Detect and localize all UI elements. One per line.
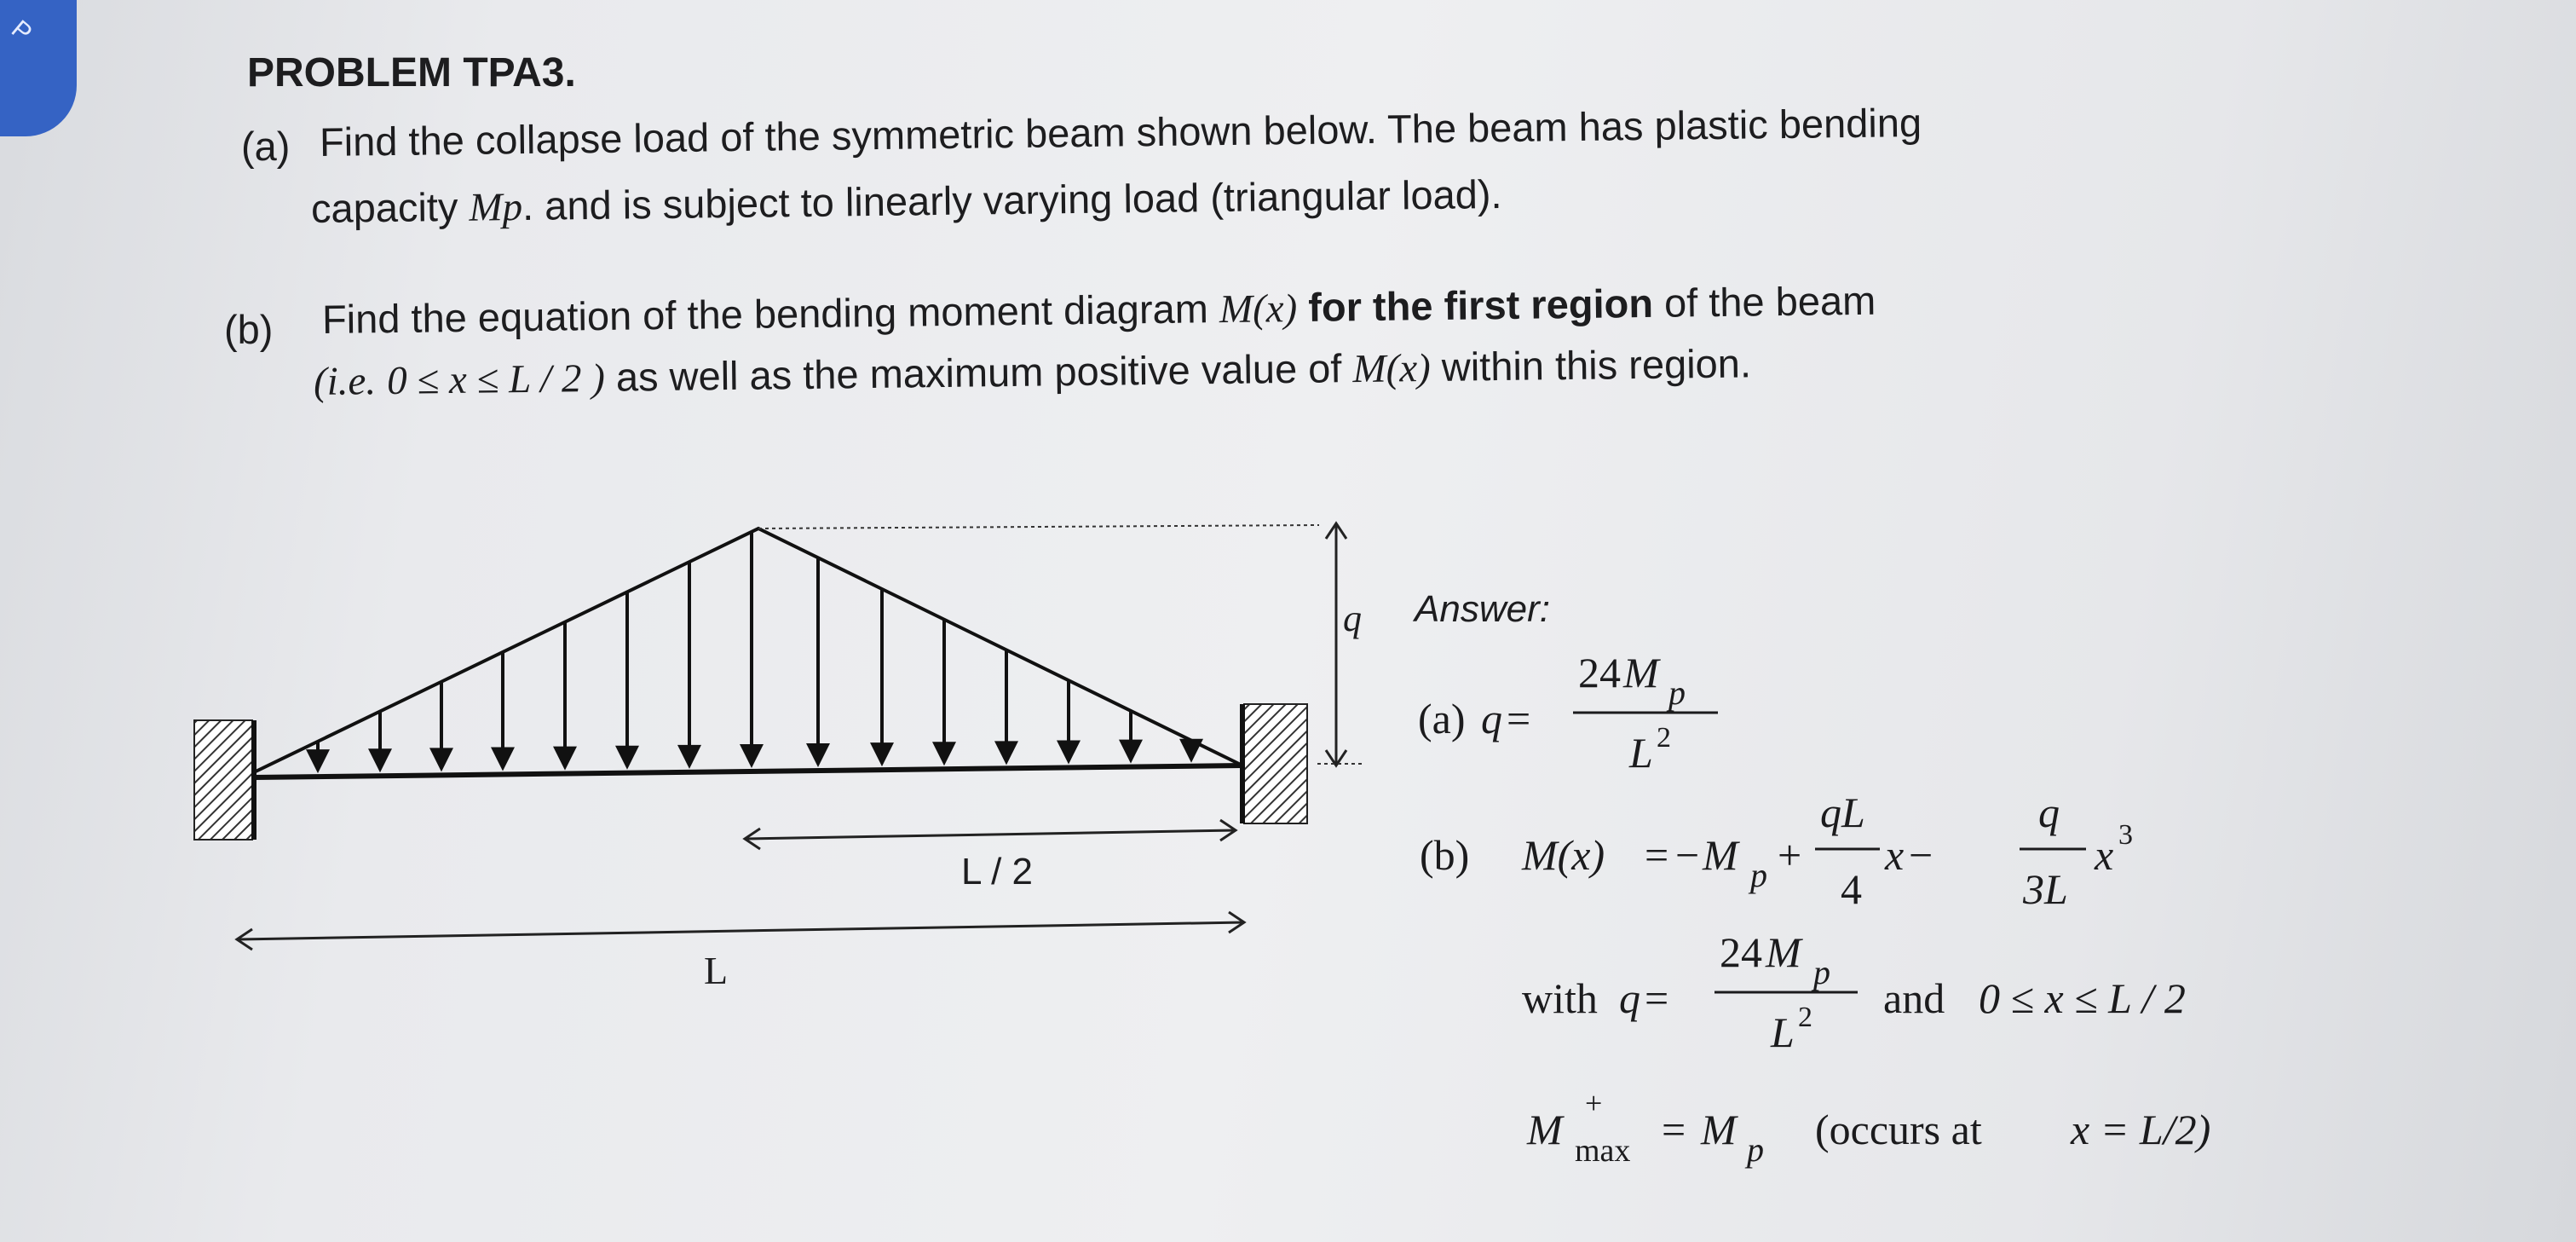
with-M: M bbox=[1766, 928, 1801, 976]
part-a-text-end: . and is subject to linearly varying load (triangular load). bbox=[522, 170, 1502, 228]
answer-b-cube: 3 bbox=[2118, 819, 2133, 851]
mmax-sub: max bbox=[1575, 1133, 1631, 1169]
answer-b-four: 4 bbox=[1841, 865, 1862, 913]
with-L: L bbox=[1771, 1008, 1795, 1056]
with-sq: 2 bbox=[1798, 1002, 1812, 1033]
answer-a-eq: = bbox=[1507, 695, 1531, 742]
ie-text: (i.e. bbox=[313, 359, 377, 404]
mmax-Mp: M bbox=[1701, 1106, 1737, 1153]
mmax-p: p bbox=[1747, 1130, 1764, 1169]
answer-a-label: (a) bbox=[1418, 695, 1466, 742]
answer-b-p: p bbox=[1750, 856, 1767, 894]
part-b-text: Find the equation of the bending moment diagram bbox=[321, 286, 1220, 342]
part-b-bold: for the first region bbox=[1307, 280, 1654, 330]
q-dimension-label: q bbox=[1343, 598, 1362, 639]
answer-b-Mx: M(x) bbox=[1522, 831, 1605, 879]
answer-b-qfrac: q bbox=[2038, 789, 2060, 836]
with-q: q bbox=[1619, 974, 1640, 1022]
half-span-label: L / 2 bbox=[961, 851, 1033, 893]
and-text: and bbox=[1883, 974, 1945, 1022]
part-b-label: (b) bbox=[224, 307, 274, 352]
mp-symbol: Mp bbox=[469, 184, 523, 230]
problem-title: PROBLEM TPA3. bbox=[247, 50, 576, 95]
part-b-text2: as well as the maximum positive value of bbox=[604, 345, 1353, 400]
answer-range: 0 ≤ x ≤ L / 2 bbox=[1979, 974, 2186, 1022]
answer-a-num: 24 bbox=[1578, 649, 1621, 696]
mmax-eq: = bbox=[1662, 1106, 1686, 1153]
answer-a-L: L bbox=[1629, 729, 1653, 777]
answer-b-minus: − bbox=[1675, 831, 1700, 879]
answer-b-x: x bbox=[1885, 831, 1905, 879]
part-b-text2-end: within this region. bbox=[1430, 340, 1752, 390]
answer-b-qL: qL bbox=[1820, 789, 1865, 836]
part-a-text: capacity bbox=[310, 183, 470, 231]
answer-b-3L: 3L bbox=[2023, 865, 2068, 913]
answer-a-sq: 2 bbox=[1657, 722, 1671, 754]
mmax-M: M bbox=[1527, 1106, 1563, 1153]
part-b-text-end: of the beam bbox=[1652, 277, 1876, 326]
with-p: p bbox=[1813, 953, 1830, 991]
answer-b-x2: x bbox=[2095, 831, 2114, 879]
answer-b-plus: + bbox=[1778, 831, 1802, 879]
part-a-line1: Find the collapse load of the symmetric beam shown below. The beam has plastic bending bbox=[319, 100, 1922, 165]
mmax-plus: + bbox=[1585, 1086, 1603, 1120]
with-eq: = bbox=[1645, 974, 1669, 1022]
occurs-expr: x = L/2) bbox=[2071, 1106, 2211, 1153]
answer-b-eq: = bbox=[1645, 831, 1669, 879]
answer-heading: Answer: bbox=[1415, 588, 1550, 630]
answer-a-M: M bbox=[1623, 649, 1659, 696]
part-a-label: (a) bbox=[241, 124, 291, 169]
range-expr: 0 ≤ x ≤ L / 2 ) bbox=[386, 355, 606, 403]
occurs-text: (occurs at bbox=[1815, 1106, 1982, 1153]
span-label: L bbox=[704, 949, 729, 992]
with-text: with bbox=[1522, 974, 1598, 1022]
mx-symbol-2: M(x) bbox=[1352, 345, 1432, 392]
answer-b-M: M bbox=[1703, 831, 1738, 879]
answer-a-q: q bbox=[1481, 695, 1502, 742]
answer-a-p: p bbox=[1668, 673, 1686, 712]
mx-symbol: M(x) bbox=[1219, 286, 1298, 332]
with-num: 24 bbox=[1720, 928, 1762, 976]
answer-b-label: (b) bbox=[1420, 831, 1470, 879]
corner-badge: P bbox=[0, 0, 77, 136]
answer-b-minus2: − bbox=[1909, 831, 1933, 879]
